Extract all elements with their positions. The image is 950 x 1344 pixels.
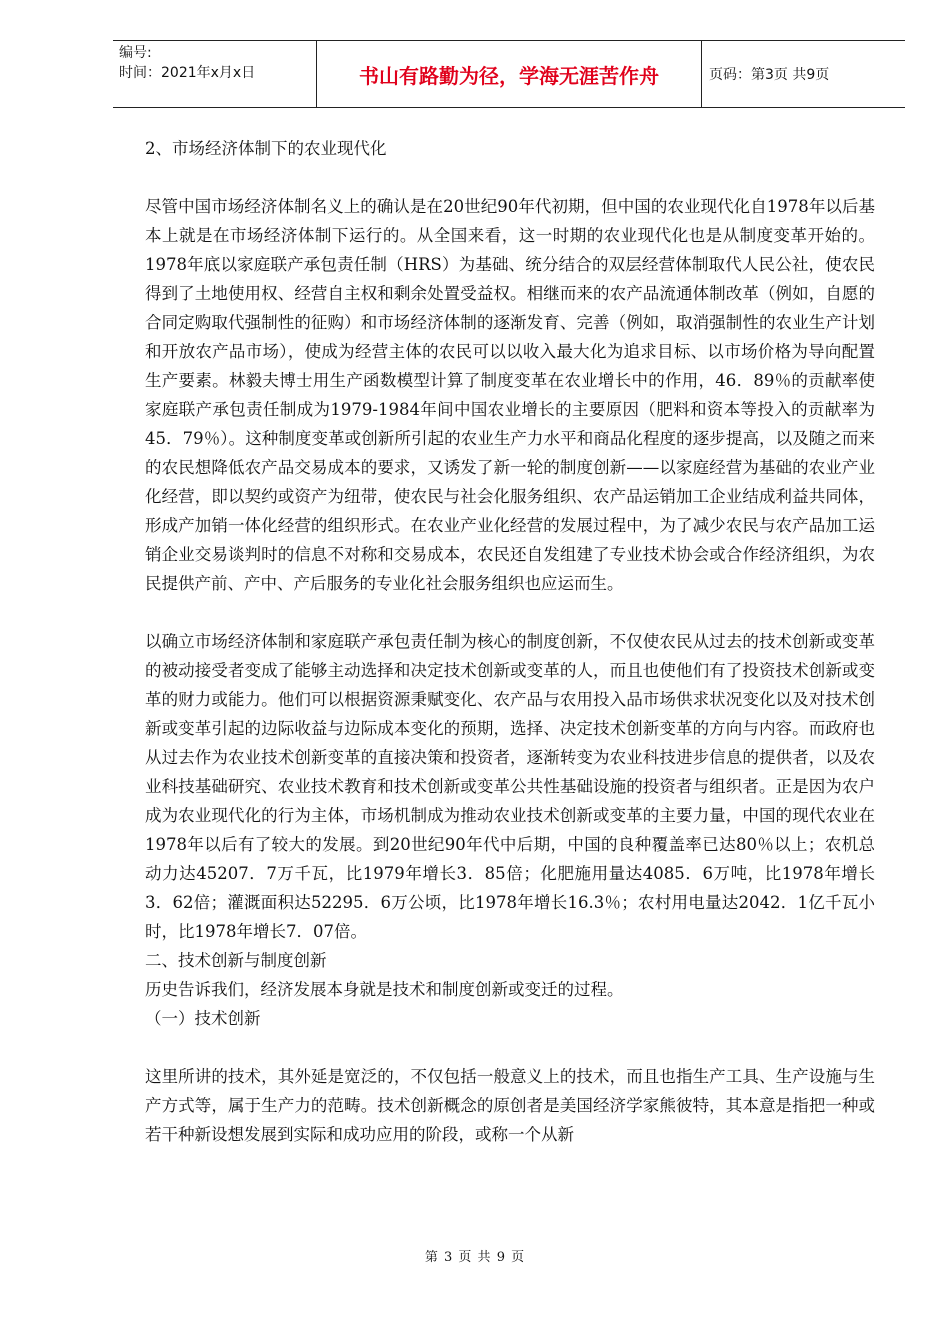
paragraph: 尽管中国市场经济体制名义上的确认是在20世纪90年代初期，但中国的农业现代化自1978年以后基本上就是在市场经济体制下运行的。从全国来看，这一时期的农业现代化也是从制度变革开始的。1978年底以家庭联产承包责任制（HRS）为基础、统分结合的双层经营体制取代人民公社，使农民得到了土地使用权、经营自主权和剩余处置受益权。相继而来的农产品流通体制改革（例如，自愿的合同定购取代强制性的征购）和市场经济体制的逐渐发育、完善（例如，取消强制性的农业生产计划和开放农产品市场），使成为经营主体的农民可以以收入最大化为追求目标、以市场价格为导向配置生产要素。林毅夫博士用生产函数模型计算了制度变革在农业增长中的作用，46．89％的贡献率使家庭联产承包责任制成为1979-1984年间中国农业增长的主要原因（肥料和资本等投入的贡献率为45．79％）。这种制度变革或创新所引起的农业生产力水平和商品化程度的逐步提高，以及随之而来的农民想降低农产品交易成本的要求，又诱发了新一轮的制度创新——以家庭经营为基础的农业产业化经营，即以契约或资产为纽带，使农民与社会化服务组织、农产品运销加工企业结成利益共同体，形成产加销一体化经营的组织形式。在农业产业化经营的发展过程中，为了减少农民与农产品加工运销企业交易谈判时的信息不对称和交易成本，农民还自发组建了专业技术协会或合作经济组织，为农民提供产前、产中、产后服务的专业化社会服务组织也应运而生。	[145, 197, 875, 593]
header-meta	[119, 43, 319, 83]
section-heading: 2、市场经济体制下的农业现代化	[145, 139, 387, 158]
page-header	[113, 40, 905, 108]
serial-number-label: 编号:	[119, 45, 152, 61]
date-label: 时间：2021年x月x日	[119, 65, 256, 81]
paragraph: 历史告诉我们，经济发展本身就是技术和制度创新或变迁的过程。	[145, 980, 624, 999]
header-page-info: 页码：第3页 共9页	[709, 67, 830, 83]
document-body	[145, 134, 875, 1149]
paragraph: 以确立市场经济体制和家庭联产承包责任制为核心的制度创新，不仅使农民从过去的技术创新或变革的被动接受者变成了能够主动选择和决定技术创新或变革的人，而且也使他们有了投资技术创新或变革的财力或能力。他们可以根据资源秉赋变化、农产品与农用投入品市场供求状况变化以及对技术创新或变革引起的边际收益与边际成本变化的预期，选择、决定技术创新变革的方向与内容。而政府也从过去作为农业技术创新变革的直接决策和投资者，逐渐转变为农业科技进步信息的提供者，以及农业科技基础研究、农业技术教育和技术创新或变革公共性基础设施的投资者与组织者。正是因为农户成为农业现代化的行为主体，市场机制成为推动农业技术创新或变革的主要力量，中国的现代农业在1978年以后有了较大的发展。到20世纪90年代中后期，中国的良种覆盖率已达80％以上；农机总动力达45207．7万千瓦，比1979年增长3．85倍；化肥施用量达4085．6万吨，比1978年增长3．62倍；灌溉面积达52295．6万公顷，比1978年增长16.3％；农村用电量达2042．1亿千瓦小时，比1978年增长7．07倍。	[145, 632, 875, 941]
subsection-heading: （一）技术创新	[145, 1009, 261, 1028]
section-heading: 二、技术创新与制度创新	[145, 951, 327, 970]
header-motto: 书山有路勤为径，学海无涯苦作舟	[316, 41, 702, 107]
paragraph: 这里所讲的技术，其外延是宽泛的，不仅包括一般意义上的技术，而且也指生产工具、生产设施与生产方式等，属于生产力的范畴。技术创新概念的原创者是美国经济学家熊彼特，其本意是指把一种或若干种新设想发展到实际和成功应用的阶段，或称一个从新	[145, 1067, 875, 1144]
page-footer: 第 3 页 共 9 页	[424, 1250, 526, 1265]
